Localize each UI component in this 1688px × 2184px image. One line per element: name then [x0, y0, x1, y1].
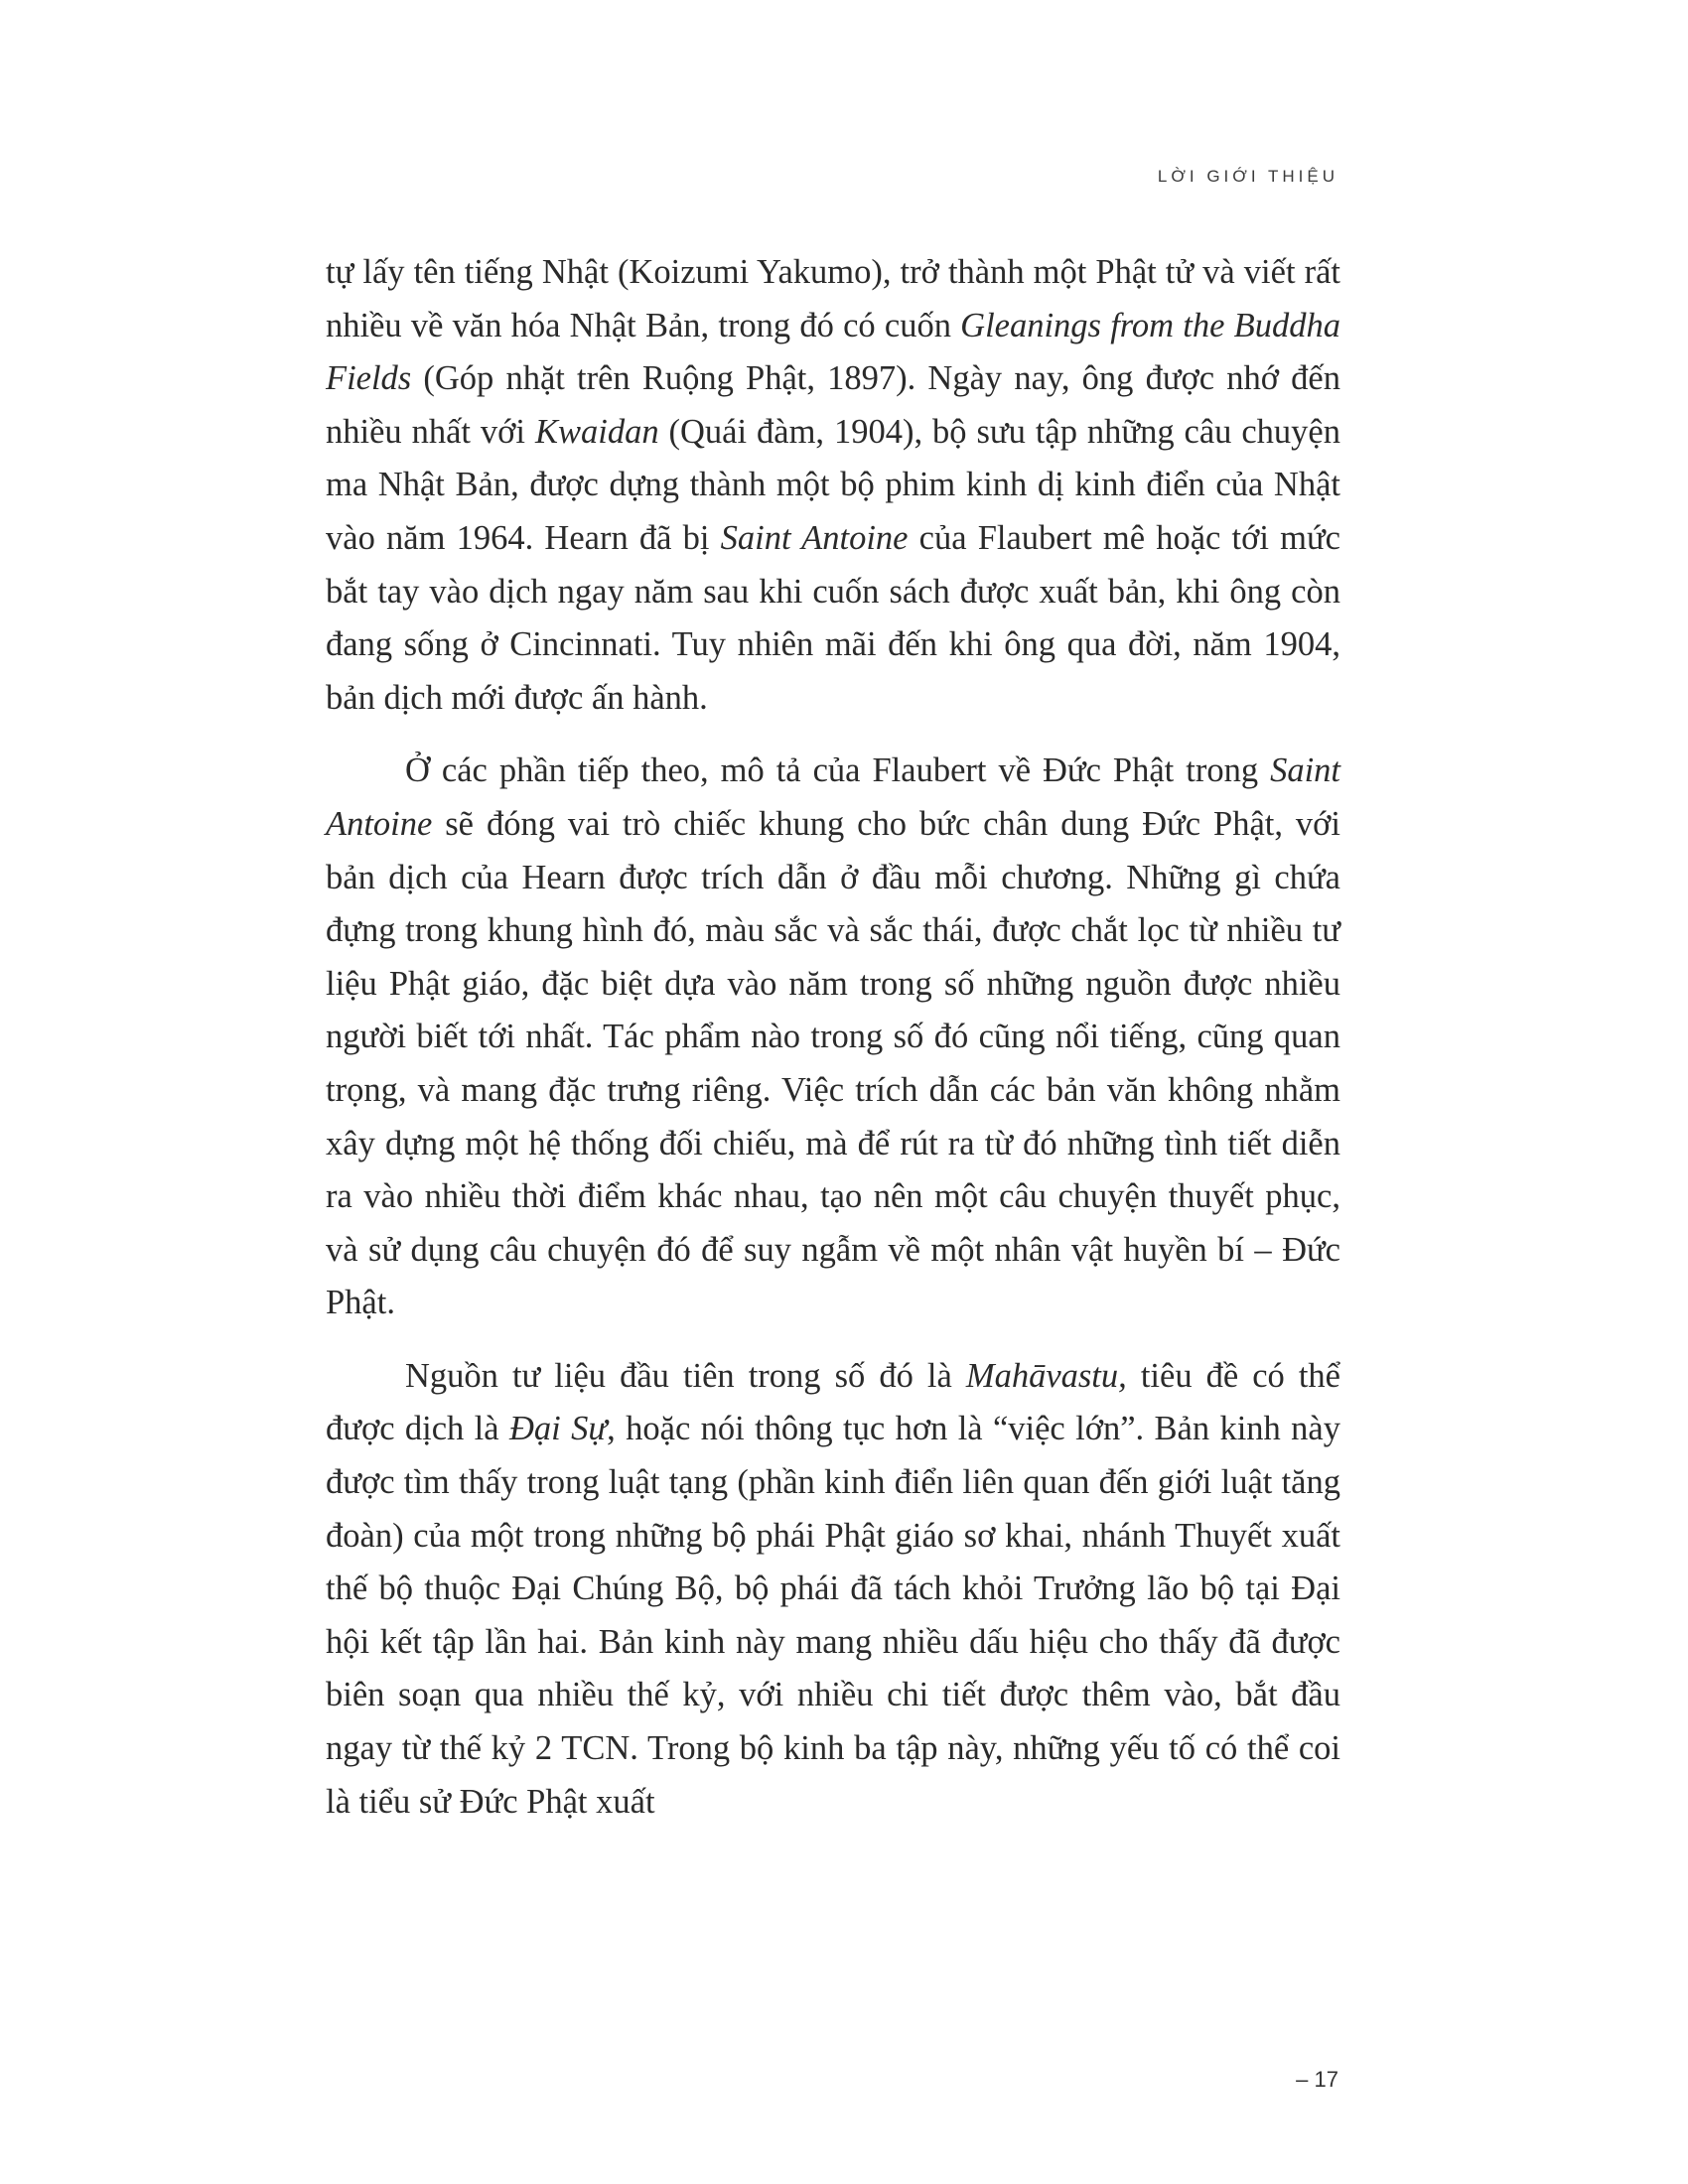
paragraph-1	[326, 246, 1340, 725]
text-segment: sẽ đóng vai trò chiếc khung cho bức chân dung Đức Phật, với bản dịch của Hearn được trích dẫn ở đầu mỗi chương. Những gì chứa đựng trong khung hình đó, màu sắc và sắc thái, được chắt lọc từ nhiều tư liệu Phật giáo, đặc biệt dựa vào năm trong số những nguồn được nhiều người biết tới nhất. Tác phẩm nào trong số đó cũng nổi tiếng, cũng quan trọng, và mang đặc trưng riêng. Việc trích dẫn các bản văn không nhằm xây dựng một hệ thống đối chiếu, mà để rút ra từ đó những tình tiết diễn ra vào nhiều thời điểm khác nhau, tạo nên một câu chuyện thuyết phục, và sử dụng câu chuyện đó để suy ngẫm về một nhân vật huyền bí – Đức Phật.	[326, 804, 1340, 1322]
text-segment: tự lấy tên tiếng Nhật (Koizumi Yakumo), trở thành một Phật tử và viết rất nhiều về văn hóa Nhật Bản, trong đó có cuốn	[326, 253, 1340, 344]
book-title-gleanings: Gleanings from the Buddha Fields	[326, 306, 1340, 398]
book-title-saint-antoine: Saint Antoine	[720, 518, 909, 557]
book-title-mahavastu: Mahāvastu,	[965, 1356, 1127, 1395]
paragraph-3	[326, 1350, 1340, 1829]
book-title-saint-antoine: Saint Antoine	[326, 751, 1340, 843]
text-segment: Ở các phần tiếp theo, mô tả của Flaubert về Đức Phật trong	[405, 751, 1271, 790]
text-segment: tiêu đề có thể được dịch là	[326, 1356, 1340, 1448]
text-segment: (Góp nhặt trên Ruộng Phật, 1897). Ngày nay, ông được nhớ đến nhiều nhất với	[326, 359, 1340, 451]
body-text	[326, 246, 1340, 1848]
text-segment: , hoặc nói thông tục hơn là “việc lớn”. Bản kinh này được tìm thấy trong luật tạng (phần kinh điển liên quan đến giới luật tăng đoàn) của một trong những bộ phái Phật giáo sơ khai, nhánh Thuyết xuất thế bộ thuộc Đại Chúng Bộ, bộ phái đã tách khỏi Trưởng lão bộ tại Đại hội kết tập lần hai. Bản kinh này mang nhiều dấu hiệu cho thấy đã được biên soạn qua nhiều thế kỷ, với nhiều chi tiết được thêm vào, bắt đầu ngay từ thế kỷ 2 TCN. Trong bộ kinh ba tập này, những yếu tố có thể coi là tiểu sử Đức Phật xuất	[326, 1410, 1340, 1821]
text-segment: Nguồn tư liệu đầu tiên trong số đó là	[405, 1356, 966, 1395]
term-dai-su: Đại Sự	[508, 1410, 608, 1448]
text-segment: (Quái đàm, 1904), bộ sưu tập những câu chuyện ma Nhật Bản, được dựng thành một bộ phim kinh dị kinh điển của Nhật vào năm 1964. Hearn đã bị	[326, 412, 1340, 557]
book-title-kwaidan: Kwaidan	[534, 412, 659, 451]
paragraph-2	[326, 745, 1340, 1330]
running-head: LỜI GIỚI THIỆU	[1157, 167, 1338, 186]
page-number: – 17	[1296, 2067, 1338, 2092]
text-segment: của Flaubert mê hoặc tới mức bắt tay vào dịch ngay năm sau khi cuốn sách được xuất bản, khi ông còn đang sống ở Cincinnati. Tuy nhiên mãi đến khi ông qua đời, năm 1904, bản dịch mới được ấn hành.	[326, 518, 1340, 717]
